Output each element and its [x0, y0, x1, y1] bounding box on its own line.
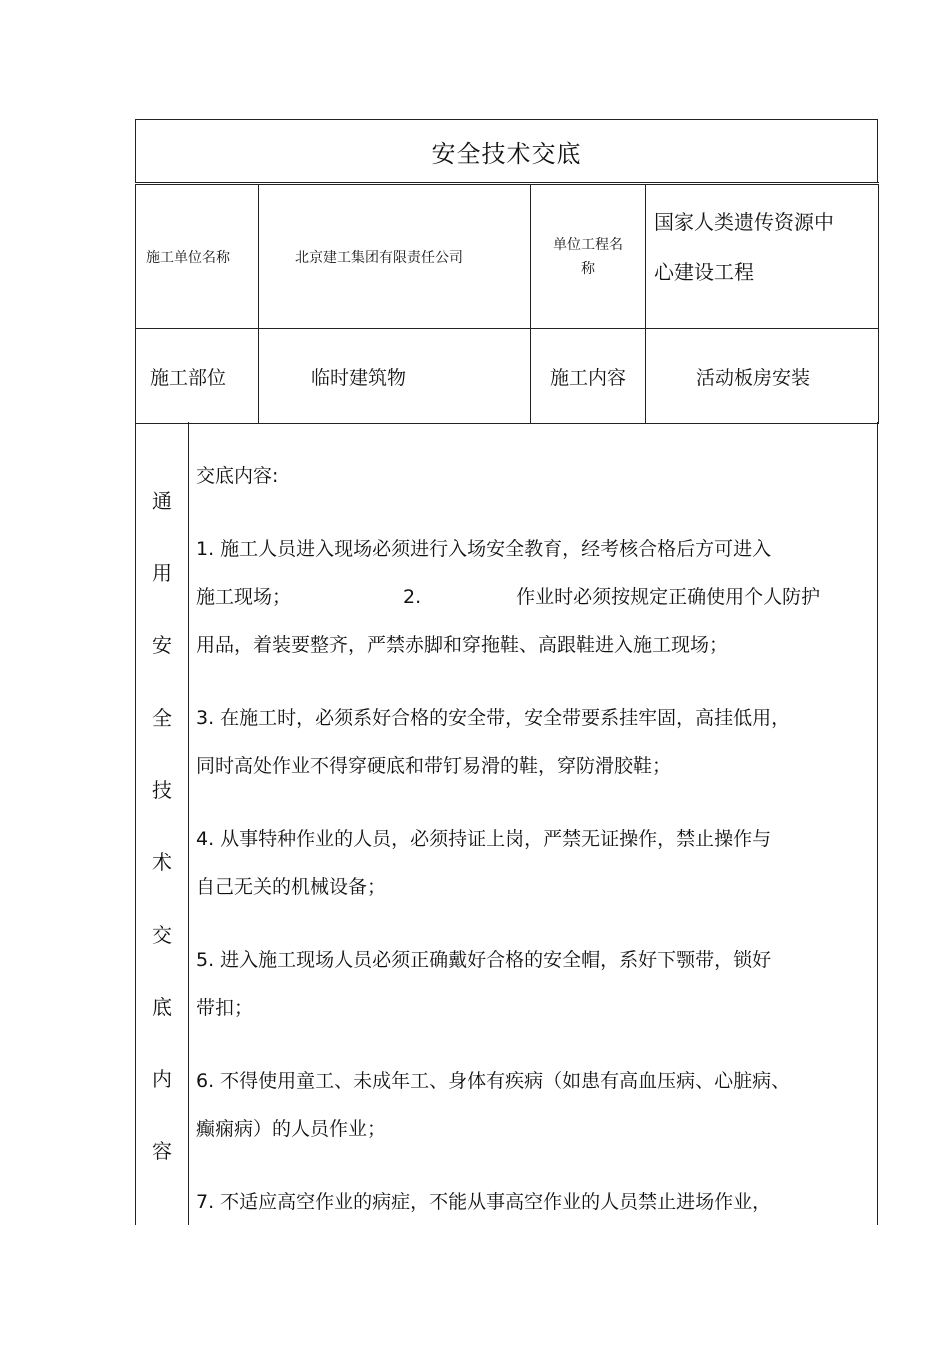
side-char: 术 [152, 850, 172, 874]
item7-line1: 7. 不适应高空作业的病症，不能从事高空作业的人员禁止进场作业， [196, 1191, 772, 1213]
side-char: 内 [152, 1067, 172, 1091]
part-label: 施工部位 [136, 329, 259, 424]
form-title: 安全技术交底 [135, 119, 878, 182]
item5-line1: 5. 进入施工现场人员必须正确戴好合格的安全帽，系好下颚带，锁好 [196, 949, 772, 971]
side-char: 容 [152, 1139, 172, 1163]
item1-2-line [196, 573, 866, 621]
item5-line2: 带扣； [196, 997, 254, 1019]
project-label-line2: 称 [581, 260, 595, 277]
unit-value: 北京建工集团有限责任公司 [259, 184, 531, 329]
item1-line1: 1. 施工人员进入现场必须进行入场安全教育，经考核合格后方可进入 [196, 538, 772, 560]
item3-line2: 同时高处作业不得穿硬底和带钉易滑的鞋，穿防滑胶鞋； [196, 755, 672, 777]
item2-line1: 作业时必须按规定正确使用个人防护 [516, 586, 821, 608]
side-char: 通 [152, 489, 172, 513]
item2-line2: 用品，着装要整齐，严禁赤脚和穿拖鞋、高跟鞋进入施工现场； [196, 634, 729, 656]
item4-line2: 自己无关的机械设备； [196, 876, 387, 898]
content-label: 施工内容 [531, 329, 646, 424]
side-label-column [136, 422, 189, 1225]
info-row-unit [136, 184, 879, 329]
info-row-part [136, 329, 879, 424]
side-char: 交 [152, 923, 172, 947]
info-table [135, 182, 879, 424]
side-char: 用 [152, 561, 172, 585]
project-value [646, 184, 879, 329]
part-value: 临时建筑物 [259, 329, 531, 424]
side-char: 底 [152, 995, 172, 1019]
item1-line2: 施工现场； [196, 586, 292, 608]
content-heading: 交底内容: [196, 465, 279, 487]
side-char: 安 [152, 633, 172, 657]
item2-number: 2. [403, 586, 422, 608]
item3-line1: 3. 在施工时，必须系好合格的安全带，安全带要系挂牢固，高挂低用， [196, 707, 791, 729]
project-value-line1: 国家人类遗传资源中 [654, 209, 834, 234]
briefing-body [135, 422, 878, 1225]
unit-label: 施工单位名称 [136, 184, 259, 329]
briefing-content [196, 452, 866, 1226]
item6-line2: 癫痫病）的人员作业； [196, 1118, 387, 1140]
item4-line1: 4. 从事特种作业的人员，必须持证上岗，严禁无证操作，禁止操作与 [196, 828, 772, 850]
project-label [531, 184, 646, 329]
side-char: 技 [152, 778, 172, 802]
project-value-line2: 心建设工程 [654, 259, 754, 284]
content-value: 活动板房安装 [646, 329, 879, 424]
item6-line1: 6. 不得使用童工、未成年工、身体有疾病（如患有高血压病、心脏病、 [196, 1070, 791, 1092]
project-label-line1: 单位工程名 [553, 236, 623, 253]
safety-briefing-form [135, 119, 878, 1225]
side-char: 全 [152, 706, 172, 730]
